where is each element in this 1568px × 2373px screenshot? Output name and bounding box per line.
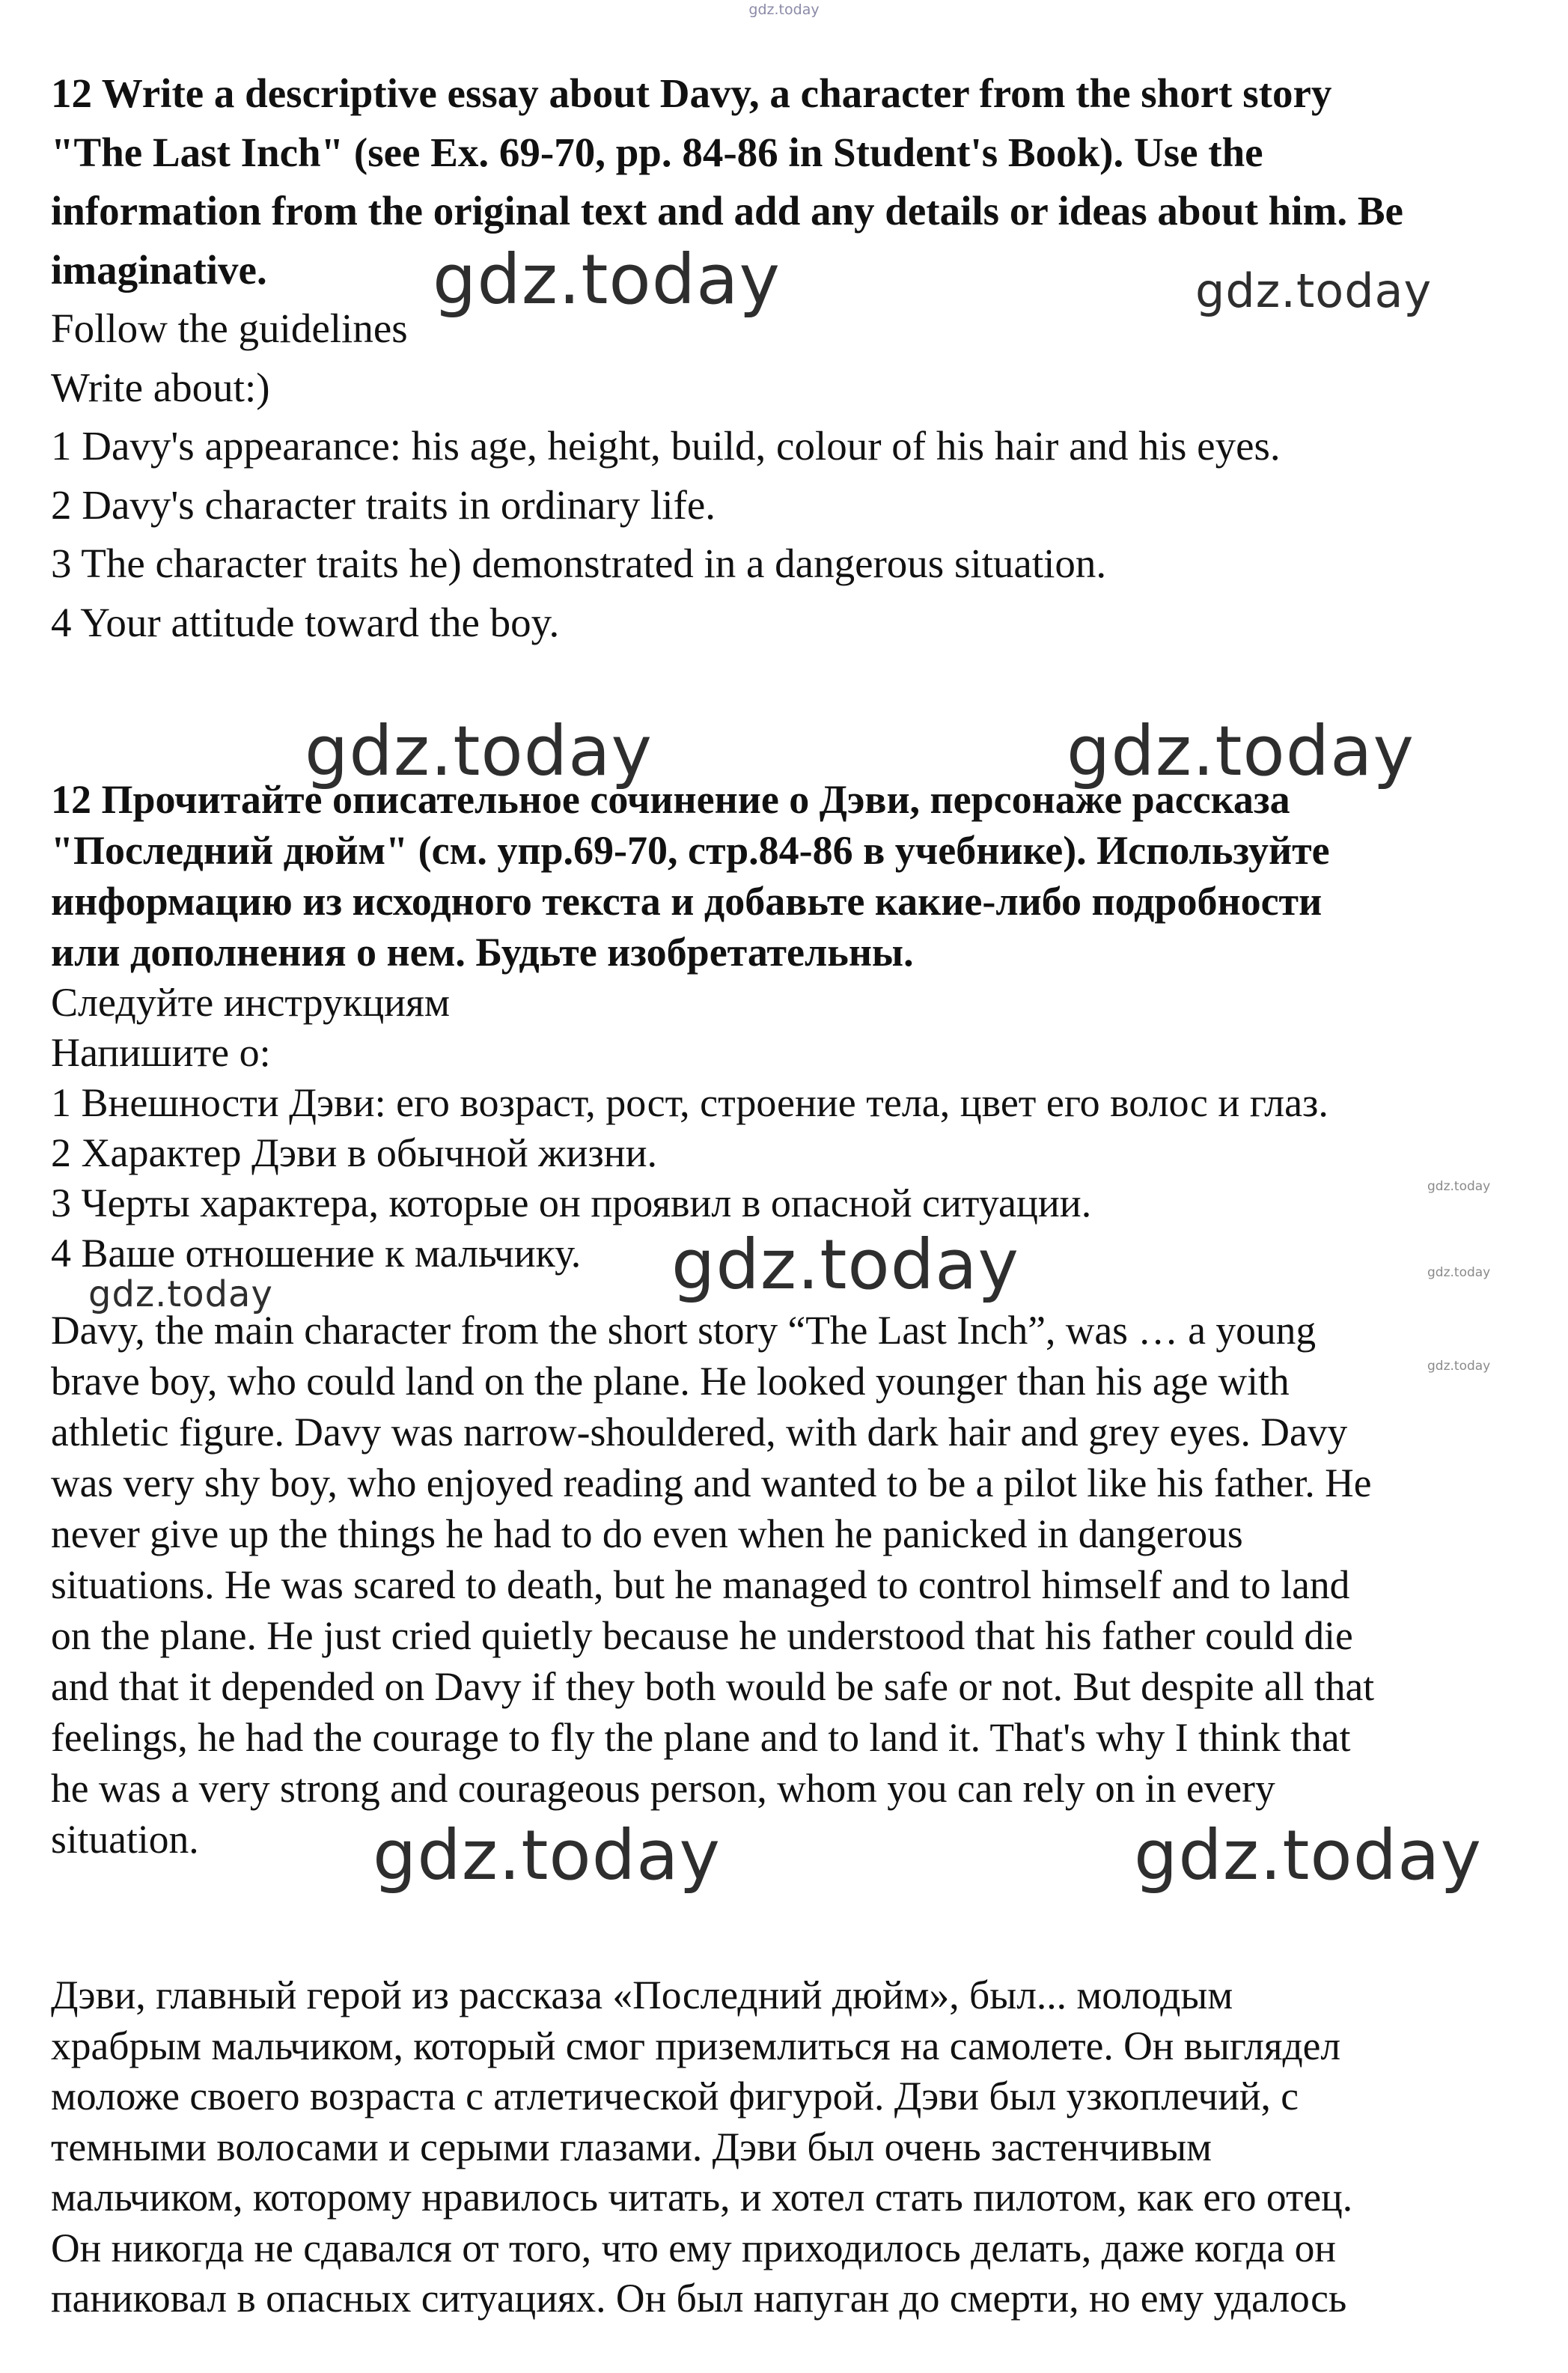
guideline-line: Follow the guidelines [51,305,408,351]
task-title-line: information from the original text and add any details or ideas about him. Be [51,188,1403,234]
watermark: gdz.today [671,1225,1019,1305]
task-english [51,64,1518,652]
watermark: gdz.today [1134,1815,1482,1895]
guideline-line: Write about:) [51,364,270,410]
task-title-line: 12 Write a descriptive essay about Davy, a character from the short story [51,70,1332,116]
essay-line: and that it depended on Davy if they both would be safe or not. But despite all that [51,1664,1375,1709]
guideline-line: 4 Ваше отношение к мальчику. [51,1231,582,1276]
guideline-line: 3 The character traits he) demonstrated in a dangerous situation. [51,540,1107,586]
essay-line: темными волосами и серыми глазами. Дэви был очень застенчивым [51,2124,1212,2169]
essay-russian [51,1970,1518,2324]
site-mark-header: gdz.today [748,1,820,18]
guideline-line: Следуйте инструкциям [51,980,451,1025]
task-title-line: информацию из исходного текста и добавьте какие-либо подробности [51,879,1323,924]
essay-line: situation. [51,1817,199,1862]
essay-english [51,1305,1518,1865]
essay-line: моложе своего возраста с атлетической фигурой. Дэви был узкоплечий, с [51,2074,1299,2118]
task-title-line: 12 Прочитайте описательное сочинение о Дэви, персонаже рассказа [51,777,1290,822]
guideline-line: Напишите о: [51,1030,271,1075]
guideline-line: 3 Черты характера, которые он проявил в опасной ситуации. [51,1181,1092,1225]
task-title-line: "Последний дюйм" (см. упр.69-70, стр.84-86 в учебнике). Используйте [51,828,1330,873]
guideline-line: 1 Внешности Дэви: его возраст, рост, строение тела, цвет его волос и глаз. [51,1080,1328,1125]
watermark: gdz.today [433,240,781,320]
essay-line: Он никогда не сдавался от того, что ему приходилось делать, даже когда он [51,2225,1336,2270]
essay-line: Дэви, главный герой из рассказа «Последний дюйм», был... молодым [51,1973,1233,2017]
essay-line: on the plane. He just cried quietly because he understood that his father could die [51,1613,1353,1658]
guideline-line: 4 Your attitude toward the boy. [51,599,560,645]
guideline-line: 2 Davy's character traits in ordinary life. [51,481,716,528]
watermark: gdz.today [1427,1179,1491,1194]
essay-line: brave boy, who could land on the plane. He looked younger than his age with [51,1359,1290,1404]
essay-line: Davy, the main character from the short story “The Last Inch”, was … a young [51,1308,1317,1353]
watermark: gdz.today [1427,1265,1491,1280]
essay-line: was very shy boy, who enjoyed reading and wanted to be a pilot like his father. He [51,1460,1372,1505]
watermark: gdz.today [305,711,653,791]
guideline-line: 2 Характер Дэви в обычной жизни. [51,1130,657,1175]
watermark: gdz.today [373,1815,721,1895]
watermark: gdz.today [1195,264,1433,318]
essay-line: he was a very strong and courageous person, whom you can rely on in every [51,1766,1275,1811]
task-title-line: или дополнения о нем. Будьте изобретательны. [51,930,914,975]
essay-line: feelings, he had the courage to fly the plane and to land it. That's why I think that [51,1715,1351,1760]
essay-line: never give up the things he had to do even when he panicked in dangerous [51,1511,1243,1556]
watermark: gdz.today [1427,1359,1491,1374]
essay-line: паниковал в опасных ситуациях. Он был напуган до смерти, но ему удалось [51,2276,1347,2321]
watermark: gdz.today [88,1273,273,1315]
task-russian [51,774,1518,1279]
task-title-line: "The Last Inch" (see Ex. 69-70, pp. 84-86 in Student's Book). Use the [51,129,1263,175]
essay-line: situations. He was scared to death, but he managed to control himself and to land [51,1562,1350,1607]
essay-line: athletic figure. Davy was narrow-shouldered, with dark hair and grey eyes. Davy [51,1410,1348,1454]
watermark: gdz.today [1067,711,1415,791]
essay-line: храбрым мальчиком, который смог приземлиться на самолете. Он выглядел [51,2023,1341,2068]
guideline-line: 1 Davy's appearance: his age, height, build, colour of his hair and his eyes. [51,423,1281,469]
essay-line: мальчиком, которому нравилось читать, и хотел стать пилотом, как его отец. [51,2175,1353,2220]
task-title-line: imaginative. [51,246,267,293]
